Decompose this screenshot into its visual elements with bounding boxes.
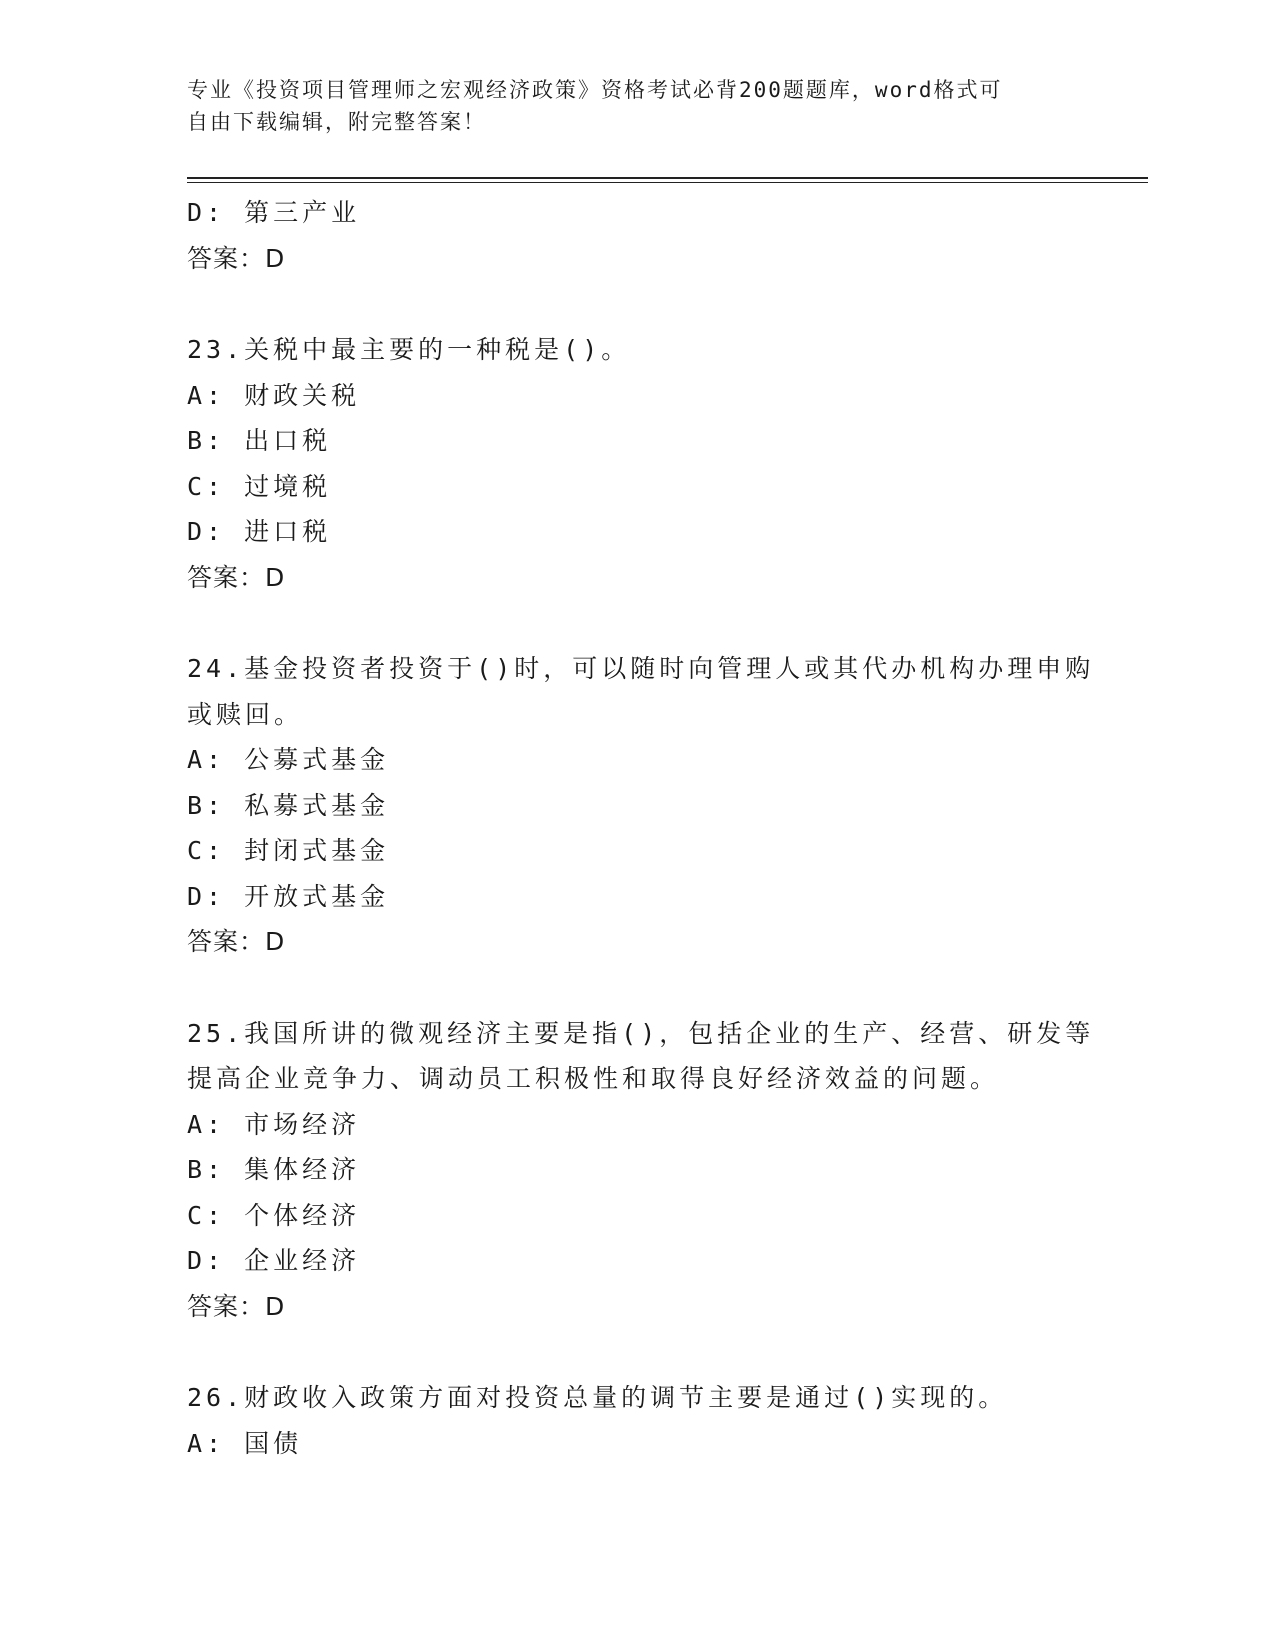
- spacer: [187, 600, 1087, 646]
- option-a: A: 国债: [187, 1428, 303, 1458]
- option-d: D: 第三产业: [187, 198, 361, 227]
- spacer: [187, 1329, 1087, 1375]
- answer-line: 答案：D: [187, 562, 286, 592]
- option-b: B: 集体经济: [187, 1155, 361, 1184]
- option-a: A: 公募式基金: [187, 745, 390, 774]
- question-list: [187, 190, 1095, 1466]
- spacer: [187, 965, 1087, 1011]
- option-d: D: 企业经济: [187, 1246, 361, 1275]
- question-text: 26.财政收入政策方面对投资总量的调节主要是通过()实现的。: [187, 1383, 1008, 1412]
- option-d: D: 开放式基金: [187, 881, 390, 911]
- question-block-25: [187, 1011, 1095, 1330]
- header-divider-thin: [187, 182, 1148, 183]
- question-text-continued: 或赎回。: [187, 699, 304, 729]
- spacer: [187, 281, 1087, 327]
- question-block-23: [187, 327, 1087, 600]
- option-c: C: 封闭式基金: [187, 836, 390, 865]
- option-c: C: 过境税: [187, 471, 332, 501]
- answer-line: 答案：D: [187, 927, 286, 956]
- question-text: 24.基金投资者投资于()时，可以随时向管理人或其代办机构办理申购: [187, 654, 1095, 683]
- question-text: 25.我国所讲的微观经济主要是指()，包括企业的生产、经营、研发等: [187, 1018, 1095, 1048]
- document-header: [187, 74, 1067, 138]
- header-title-line-1: 专业《投资项目管理师之宏观经济政策》资格考试必背200题题库，word格式可: [187, 78, 1003, 102]
- answer-line: 答案：D: [187, 1291, 286, 1321]
- option-a: A: 财政关税: [187, 380, 361, 410]
- question-block-24: [187, 646, 1095, 965]
- option-d: D: 进口税: [187, 517, 332, 546]
- header-title-line-2: 自由下载编辑，附完整答案！: [187, 110, 486, 134]
- question-block-26: [187, 1375, 1087, 1466]
- option-b: B: 出口税: [187, 426, 332, 455]
- answer-line: 答案：D: [187, 243, 286, 273]
- option-c: C: 个体经济: [187, 1200, 361, 1230]
- question-block-22-tail: [187, 190, 1087, 281]
- question-text-continued: 提高企业竞争力、调动员工积极性和取得良好经济效益的问题。: [187, 1064, 1000, 1093]
- option-a: A: 市场经济: [187, 1109, 361, 1139]
- question-text: 23.关税中最主要的一种税是()。: [187, 335, 631, 364]
- header-divider-thick: [187, 177, 1148, 179]
- option-b: B: 私募式基金: [187, 790, 390, 820]
